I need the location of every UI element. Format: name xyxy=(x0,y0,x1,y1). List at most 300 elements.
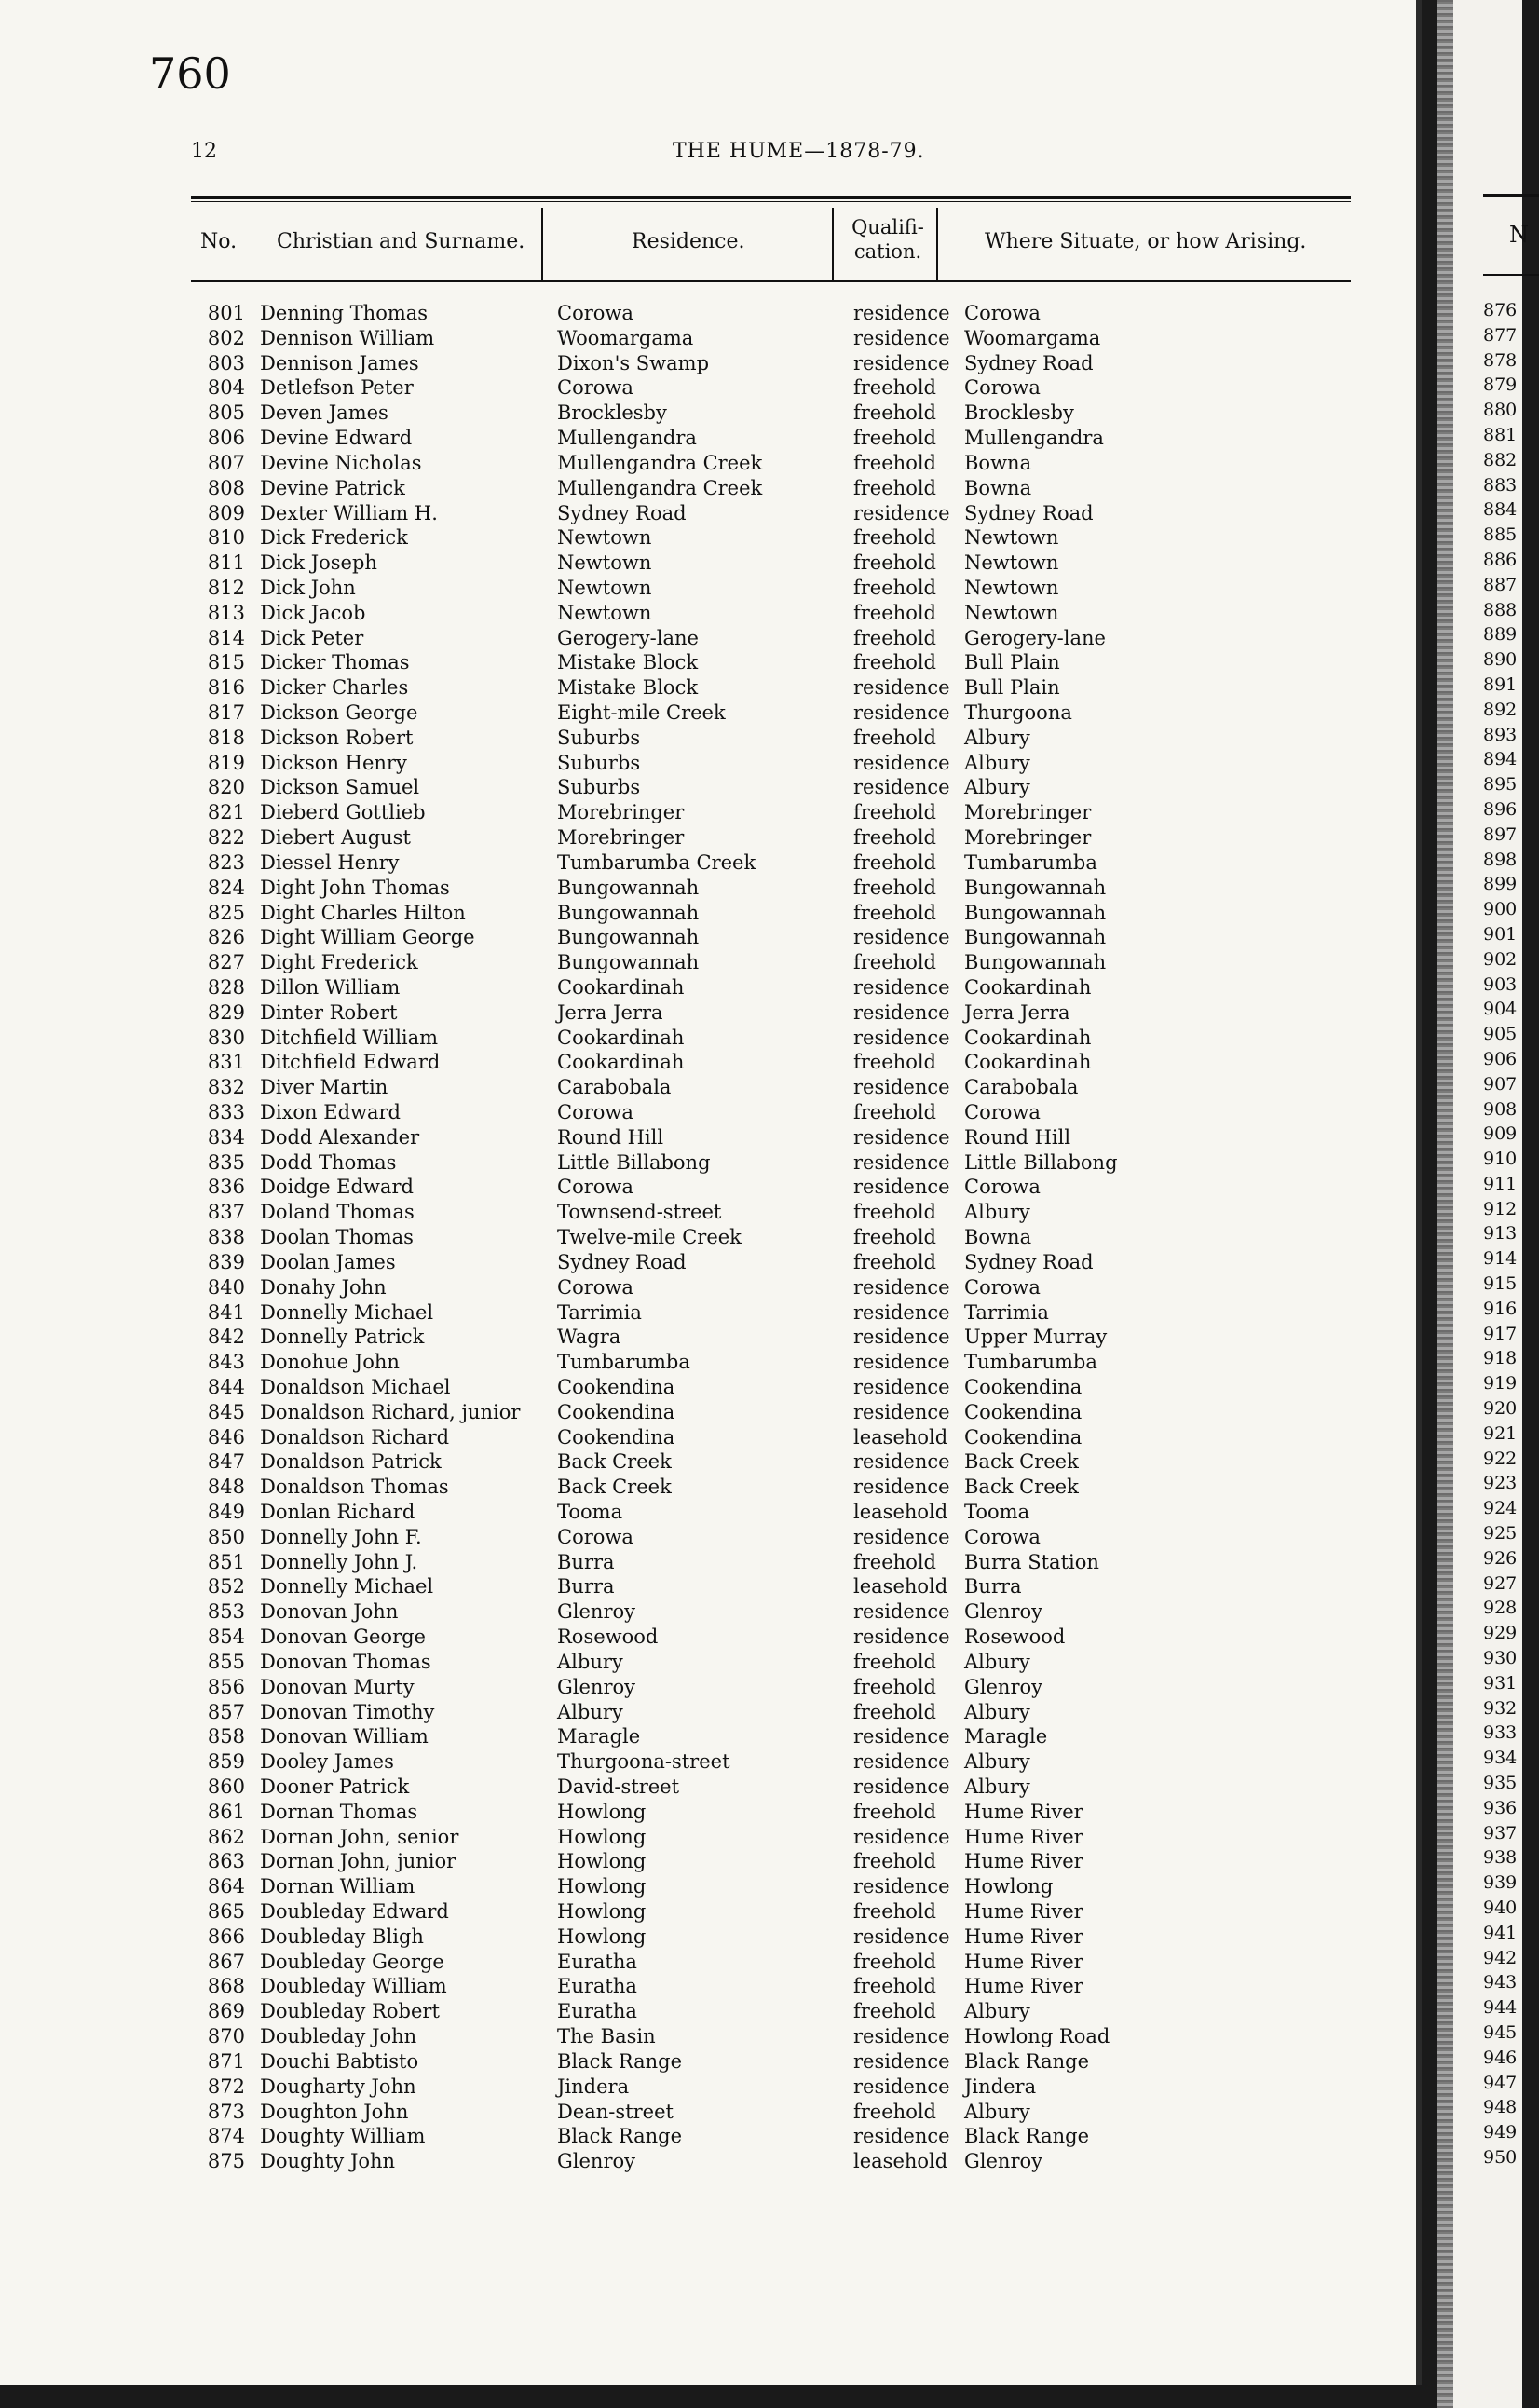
entry-number: 823 xyxy=(207,850,245,874)
entry-name: Douchi Babtisto xyxy=(260,2049,419,2073)
entry-name: Dicker Thomas xyxy=(260,651,410,674)
entry-name: Donaldson Thomas xyxy=(260,1476,449,1499)
entry-qualification: residence xyxy=(853,776,950,799)
entry-residence: Corowa xyxy=(557,1525,633,1548)
adjacent-entry-number: 898 xyxy=(1483,849,1518,870)
page-title: THE HUME—1878-79. xyxy=(673,140,925,163)
entry-name: Dexter William H. xyxy=(260,501,438,524)
entry-where-situate: Glenroy xyxy=(964,1675,1042,1698)
entry-name: Ditchfield William xyxy=(260,1026,439,1049)
adjacent-entry-number: 943 xyxy=(1483,1972,1518,1993)
adjacent-entry-number: 888 xyxy=(1483,599,1518,620)
entry-residence: Cookardinah xyxy=(557,975,685,999)
table-row xyxy=(191,1075,1351,1100)
entry-number: 857 xyxy=(207,1700,245,1723)
entry-where-situate: Bungowannah xyxy=(964,926,1107,949)
adjacent-entry-number: 880 xyxy=(1483,400,1518,421)
entry-number: 840 xyxy=(207,1275,245,1299)
table-row xyxy=(191,1775,1351,1800)
adjacent-entry-number: 945 xyxy=(1483,2021,1518,2043)
entry-residence: Eight-mile Creek xyxy=(557,701,726,724)
entry-qualification: residence xyxy=(853,351,950,374)
entry-number: 813 xyxy=(207,601,245,624)
entry-residence: Suburbs xyxy=(557,776,641,799)
entry-where-situate: Maragle xyxy=(964,1725,1048,1748)
table-row xyxy=(191,800,1351,825)
entry-qualification: residence xyxy=(853,1125,950,1149)
table-row xyxy=(191,1825,1351,1850)
adjacent-entry-number: 929 xyxy=(1483,1623,1518,1644)
entry-where-situate: Bungowannah xyxy=(964,901,1107,924)
entry-number: 836 xyxy=(207,1176,245,1199)
entry-where-situate: Hume River xyxy=(964,1900,1083,1923)
table-row xyxy=(191,1300,1351,1326)
entry-number: 835 xyxy=(207,1150,245,1174)
entry-residence: Sydney Road xyxy=(557,1250,687,1273)
entry-qualification: freehold xyxy=(853,1850,936,1873)
adjacent-entry-number: 879 xyxy=(1483,374,1518,396)
entry-name: Doolan Thomas xyxy=(260,1226,414,1249)
entry-qualification: residence xyxy=(853,751,950,774)
entry-residence: Carabobala xyxy=(557,1076,672,1099)
adjacent-entry-number: 885 xyxy=(1483,524,1518,546)
adjacent-entry-number: 891 xyxy=(1483,673,1518,695)
entry-qualification: residence xyxy=(853,2125,950,2148)
entry-number: 847 xyxy=(207,1450,245,1474)
entry-qualification: freehold xyxy=(853,451,936,474)
entry-number: 832 xyxy=(207,1076,245,1099)
table-row xyxy=(191,426,1351,451)
table-row xyxy=(191,476,1351,501)
entry-where-situate: Sydney Road xyxy=(964,351,1094,374)
adjacent-entry-number: 903 xyxy=(1483,973,1518,995)
entry-number: 854 xyxy=(207,1626,245,1649)
entry-qualification: residence xyxy=(853,1725,950,1748)
entry-name: Doubleday Bligh xyxy=(260,1925,424,1948)
table-row xyxy=(191,1026,1351,1051)
table-row xyxy=(191,1675,1351,1700)
entry-residence: Black Range xyxy=(557,2125,683,2148)
table-row xyxy=(191,576,1351,601)
entry-where-situate: Brocklesby xyxy=(964,401,1074,425)
entry-qualification: freehold xyxy=(853,2100,936,2123)
adjacent-entry-number: 883 xyxy=(1483,474,1518,496)
entry-number: 856 xyxy=(207,1675,245,1698)
entry-name: Donovan William xyxy=(260,1725,429,1748)
table-row xyxy=(191,2024,1351,2049)
entry-name: Donnelly Michael xyxy=(260,1575,434,1599)
entry-residence: Euratha xyxy=(557,2000,637,2023)
adjacent-entry-number: 937 xyxy=(1483,1822,1518,1843)
entry-where-situate: Sydney Road xyxy=(964,501,1094,524)
entry-qualification: residence xyxy=(853,701,950,724)
entry-number: 831 xyxy=(207,1051,245,1074)
entry-qualification: freehold xyxy=(853,1650,936,1673)
entry-where-situate: Glenroy xyxy=(964,2150,1042,2173)
entry-qualification: leasehold xyxy=(853,2150,948,2173)
entry-residence: Newtown xyxy=(557,601,652,624)
adjacent-entry-number: 916 xyxy=(1483,1298,1518,1319)
adjacent-top-rule xyxy=(1483,194,1539,197)
entry-number: 858 xyxy=(207,1725,245,1748)
entry-residence: Corowa xyxy=(557,302,633,324)
table-row xyxy=(191,1700,1351,1725)
adjacent-entry-number: 894 xyxy=(1483,749,1518,770)
entry-qualification: residence xyxy=(853,1925,950,1948)
entry-residence: Back Creek xyxy=(557,1476,672,1499)
entry-qualification: residence xyxy=(853,676,950,700)
adjacent-entry-number: 925 xyxy=(1483,1523,1518,1544)
entry-where-situate: Sydney Road xyxy=(964,1250,1094,1273)
table-row xyxy=(191,351,1351,376)
entry-number: 827 xyxy=(207,951,245,974)
entry-residence: Bungowannah xyxy=(557,926,700,949)
adjacent-entry-number: 877 xyxy=(1483,324,1518,346)
entry-qualification: freehold xyxy=(853,951,936,974)
entry-where-situate: Cookendina xyxy=(964,1400,1083,1423)
entry-number: 811 xyxy=(207,551,245,575)
header-divider xyxy=(832,208,834,280)
adjacent-entry-number: 926 xyxy=(1483,1547,1518,1569)
entry-where-situate: Albury xyxy=(964,726,1030,749)
entry-where-situate: Black Range xyxy=(964,2049,1090,2073)
entry-number: 814 xyxy=(207,626,245,649)
entry-residence: Newtown xyxy=(557,576,652,599)
entry-name: Donovan Thomas xyxy=(260,1650,431,1673)
entry-qualification: freehold xyxy=(853,1250,936,1273)
entry-qualification: freehold xyxy=(853,876,936,899)
page-edge xyxy=(1437,0,1453,2408)
adjacent-entry-number: 904 xyxy=(1483,999,1518,1020)
entry-residence: Cookendina xyxy=(557,1375,675,1398)
table-row xyxy=(191,501,1351,526)
entry-residence: Glenroy xyxy=(557,1600,635,1624)
entry-residence: Howlong xyxy=(557,1800,647,1823)
entry-where-situate: Corowa xyxy=(964,1101,1041,1123)
section-page-number: 12 xyxy=(191,140,217,163)
entry-qualification: freehold xyxy=(853,901,936,924)
table-row xyxy=(191,1425,1351,1450)
entry-name: Dixon Edward xyxy=(260,1101,401,1123)
entry-qualification: residence xyxy=(853,1450,950,1474)
adjacent-entry-number: 946 xyxy=(1483,2047,1518,2068)
entry-residence: Euratha xyxy=(557,1975,637,1998)
entry-number: 820 xyxy=(207,776,245,799)
entry-where-situate: Jerra Jerra xyxy=(964,1000,1070,1024)
adjacent-entry-number: 902 xyxy=(1483,948,1518,970)
entry-qualification: residence xyxy=(853,975,950,999)
entry-qualification: freehold xyxy=(853,1800,936,1823)
adjacent-entry-number: 900 xyxy=(1483,899,1518,920)
entry-residence: Cookendina xyxy=(557,1425,675,1449)
entry-where-situate: Hume River xyxy=(964,1925,1083,1948)
entry-qualification: freehold xyxy=(853,526,936,550)
entry-residence: Little Billabong xyxy=(557,1150,711,1174)
entry-where-situate: Glenroy xyxy=(964,1600,1042,1624)
entry-name: Donovan Murty xyxy=(260,1675,415,1698)
table-row xyxy=(191,1225,1351,1250)
entry-name: Dennison James xyxy=(260,351,419,374)
table-row xyxy=(191,1999,1351,2024)
entry-name: Donaldson Michael xyxy=(260,1375,451,1398)
adjacent-entry-number: 931 xyxy=(1483,1672,1518,1694)
entry-where-situate: Albury xyxy=(964,1700,1030,1723)
entry-number: 874 xyxy=(207,2125,245,2148)
entry-name: Dicker Charles xyxy=(260,676,409,700)
entry-qualification: residence xyxy=(853,1600,950,1624)
entry-number: 871 xyxy=(207,2049,245,2073)
entry-residence: Euratha xyxy=(557,1950,637,1973)
entry-name: Dornan Thomas xyxy=(260,1800,418,1823)
entry-residence: Maragle xyxy=(557,1725,641,1748)
entry-where-situate: Albury xyxy=(964,1750,1030,1774)
adjacent-entry-number: 905 xyxy=(1483,1024,1518,1045)
entry-number: 848 xyxy=(207,1476,245,1499)
entry-number: 804 xyxy=(207,376,245,400)
entry-residence: Mullengandra Creek xyxy=(557,451,763,474)
table-row xyxy=(191,451,1351,476)
entry-residence: Dean-street xyxy=(557,2100,674,2123)
entry-qualification: residence xyxy=(853,326,950,349)
entry-where-situate: Bowna xyxy=(964,476,1032,499)
table-row xyxy=(191,850,1351,876)
entry-residence: Tarrimia xyxy=(557,1300,642,1324)
table-row xyxy=(191,401,1351,426)
entry-residence: Newtown xyxy=(557,526,652,550)
entry-number: 821 xyxy=(207,801,245,824)
table-row xyxy=(191,2100,1351,2125)
adjacent-entry-number: 913 xyxy=(1483,1223,1518,1245)
entry-residence: Thurgoona-street xyxy=(557,1750,730,1774)
adjacent-entry-number: 884 xyxy=(1483,499,1518,521)
table-row xyxy=(191,1550,1351,1575)
entry-name: Diessel Henry xyxy=(260,850,400,874)
entry-residence: The Basin xyxy=(557,2025,656,2048)
entry-number: 801 xyxy=(207,302,245,324)
entry-where-situate: Cookendina xyxy=(964,1375,1083,1398)
entry-residence: Mullengandra xyxy=(557,427,697,450)
entry-name: Donnelly Patrick xyxy=(260,1326,425,1349)
adjacent-entry-number: 897 xyxy=(1483,823,1518,845)
entry-residence: Jindera xyxy=(557,2075,630,2098)
entry-name: Dickson Robert xyxy=(260,726,414,749)
header-name: Christian and Surname. xyxy=(277,230,525,253)
entry-number: 870 xyxy=(207,2025,245,2048)
entry-name: Diebert August xyxy=(260,826,411,850)
entry-number: 833 xyxy=(207,1101,245,1123)
entry-residence: Sydney Road xyxy=(557,501,687,524)
entry-where-situate: Morebringer xyxy=(964,826,1092,850)
entry-residence: Howlong xyxy=(557,1850,647,1873)
table-row xyxy=(191,2149,1351,2174)
entry-residence: Morebringer xyxy=(557,826,685,850)
entry-residence: Bungowannah xyxy=(557,876,700,899)
entry-qualification: freehold xyxy=(853,1700,936,1723)
adjacent-entry-number: 922 xyxy=(1483,1448,1518,1469)
entry-number: 822 xyxy=(207,826,245,850)
adjacent-entry-number: 939 xyxy=(1483,1872,1518,1894)
entry-name: Doughton John xyxy=(260,2100,409,2123)
entry-qualification: freehold xyxy=(853,1950,936,1973)
adjacent-entry-number: 935 xyxy=(1483,1773,1518,1794)
table-row xyxy=(191,1125,1351,1150)
entry-name: Doubleday William xyxy=(260,1975,447,1998)
entry-qualification: freehold xyxy=(853,1201,936,1224)
adjacent-entry-number: 944 xyxy=(1483,1997,1518,2019)
adjacent-entry-number: 950 xyxy=(1483,2146,1518,2168)
adjacent-entry-number: 915 xyxy=(1483,1273,1518,1295)
table-row xyxy=(191,1500,1351,1525)
entry-where-situate: Bowna xyxy=(964,451,1032,474)
adjacent-entry-number: 924 xyxy=(1483,1498,1518,1519)
table-row xyxy=(191,726,1351,751)
entry-number: 818 xyxy=(207,726,245,749)
entry-where-situate: Bowna xyxy=(964,1226,1032,1249)
adjacent-entry-number: 909 xyxy=(1483,1123,1518,1145)
entry-where-situate: Bungowannah xyxy=(964,951,1107,974)
entry-name: Donnelly John F. xyxy=(260,1525,422,1548)
entry-number: 829 xyxy=(207,1000,245,1024)
entry-number: 824 xyxy=(207,876,245,899)
entry-qualification: freehold xyxy=(853,1226,936,1249)
page-number: 760 xyxy=(149,48,231,99)
table-header xyxy=(191,202,1351,280)
entry-residence: Bungowannah xyxy=(557,951,700,974)
entry-residence: Albury xyxy=(557,1650,623,1673)
entry-residence: Glenroy xyxy=(557,2150,635,2173)
entry-where-situate: Cookardinah xyxy=(964,1026,1092,1049)
entry-number: 839 xyxy=(207,1250,245,1273)
entry-name: Donaldson Patrick xyxy=(260,1450,442,1474)
header-divider xyxy=(936,208,938,280)
entry-where-situate: Corowa xyxy=(964,302,1041,324)
table-row xyxy=(191,825,1351,850)
entry-name: Dodd Alexander xyxy=(260,1125,420,1149)
adjacent-entry-number: 906 xyxy=(1483,1048,1518,1069)
entry-number: 826 xyxy=(207,926,245,949)
entry-residence: Glenroy xyxy=(557,1675,635,1698)
entry-where-situate: Albury xyxy=(964,751,1030,774)
entry-number: 864 xyxy=(207,1875,245,1898)
entry-residence: Corowa xyxy=(557,376,633,400)
entry-residence: Morebringer xyxy=(557,801,685,824)
entry-qualification: residence xyxy=(853,501,950,524)
entry-where-situate: Newtown xyxy=(964,601,1059,624)
table-row xyxy=(191,1375,1351,1400)
table-body xyxy=(191,301,1351,2174)
table-row xyxy=(191,2049,1351,2075)
entry-name: Dooner Patrick xyxy=(260,1775,410,1798)
entry-name: Ditchfield Edward xyxy=(260,1051,441,1074)
entry-qualification: leasehold xyxy=(853,1501,948,1523)
entry-where-situate: Albury xyxy=(964,1201,1030,1224)
entry-qualification: freehold xyxy=(853,850,936,874)
entry-residence: Howlong xyxy=(557,1875,647,1898)
entry-name: Donohue John xyxy=(260,1351,400,1374)
table-row xyxy=(191,601,1351,626)
entry-where-situate: Newtown xyxy=(964,576,1059,599)
entry-name: Dornan John, junior xyxy=(260,1850,456,1873)
entry-residence: Tumbarumba Creek xyxy=(557,850,756,874)
table-row xyxy=(191,1100,1351,1125)
adjacent-entry-number: 912 xyxy=(1483,1198,1518,1219)
entry-qualification: freehold xyxy=(853,401,936,425)
adjacent-entry-number: 887 xyxy=(1483,574,1518,595)
entry-number: 851 xyxy=(207,1550,245,1573)
entry-number: 855 xyxy=(207,1650,245,1673)
entry-number: 859 xyxy=(207,1750,245,1774)
entry-qualification: residence xyxy=(853,1375,950,1398)
adjacent-numbers xyxy=(1483,298,1539,2170)
entry-name: Dougharty John xyxy=(260,2075,416,2098)
entry-residence: Corowa xyxy=(557,1101,633,1123)
entry-residence: Mistake Block xyxy=(557,651,699,674)
table-header-rule xyxy=(191,280,1351,282)
table-row xyxy=(191,525,1351,551)
table-row xyxy=(191,1925,1351,1950)
table-row xyxy=(191,1650,1351,1675)
table-row xyxy=(191,925,1351,950)
entry-name: Dornan William xyxy=(260,1875,415,1898)
adjacent-entry-number: 933 xyxy=(1483,1722,1518,1744)
entry-where-situate: Hume River xyxy=(964,1825,1083,1848)
entry-where-situate: Back Creek xyxy=(964,1476,1079,1499)
entry-qualification: freehold xyxy=(853,826,936,850)
adjacent-entry-number: 941 xyxy=(1483,1922,1518,1943)
entry-where-situate: Gerogery-lane xyxy=(964,626,1106,649)
entry-where-situate: Hume River xyxy=(964,1850,1083,1873)
adjacent-entry-number: 947 xyxy=(1483,2072,1518,2093)
entry-where-situate: Albury xyxy=(964,1775,1030,1798)
entry-number: 853 xyxy=(207,1600,245,1624)
entry-where-situate: Thurgoona xyxy=(964,701,1072,724)
adjacent-entry-number: 890 xyxy=(1483,649,1518,671)
entry-where-situate: Carabobala xyxy=(964,1076,1079,1099)
entry-number: 841 xyxy=(207,1300,245,1324)
entry-qualification: residence xyxy=(853,1275,950,1299)
entry-residence: Woomargama xyxy=(557,326,694,349)
table-row xyxy=(191,876,1351,901)
entry-where-situate: Hume River xyxy=(964,1950,1083,1973)
adjacent-entry-number: 940 xyxy=(1483,1898,1518,1918)
table-row xyxy=(191,1950,1351,1975)
entry-name: Dooley James xyxy=(260,1750,394,1774)
entry-qualification: freehold xyxy=(853,1975,936,1998)
adjacent-entry-number: 921 xyxy=(1483,1422,1518,1444)
table-row xyxy=(191,1150,1351,1176)
entry-where-situate: Hume River xyxy=(964,1975,1083,1998)
table-row xyxy=(191,775,1351,800)
entry-residence: Corowa xyxy=(557,1176,633,1199)
entry-qualification: residence xyxy=(853,1775,950,1798)
table-row xyxy=(191,2075,1351,2100)
entry-qualification: freehold xyxy=(853,427,936,450)
entry-qualification: residence xyxy=(853,1176,950,1199)
table-row xyxy=(191,751,1351,776)
entry-number: 834 xyxy=(207,1125,245,1149)
entry-number: 825 xyxy=(207,901,245,924)
header-qualification: Qualifi-cation. xyxy=(851,216,924,263)
entry-number: 810 xyxy=(207,526,245,550)
entry-where-situate: Hume River xyxy=(964,1800,1083,1823)
table-row xyxy=(191,626,1351,651)
entry-name: Doubleday Edward xyxy=(260,1900,449,1923)
entry-name: Dieberd Gottlieb xyxy=(260,801,426,824)
entry-qualification: residence xyxy=(853,1326,950,1349)
table-row xyxy=(191,301,1351,326)
entry-name: Doubleday George xyxy=(260,1950,444,1973)
entry-residence: Jerra Jerra xyxy=(557,1000,663,1024)
